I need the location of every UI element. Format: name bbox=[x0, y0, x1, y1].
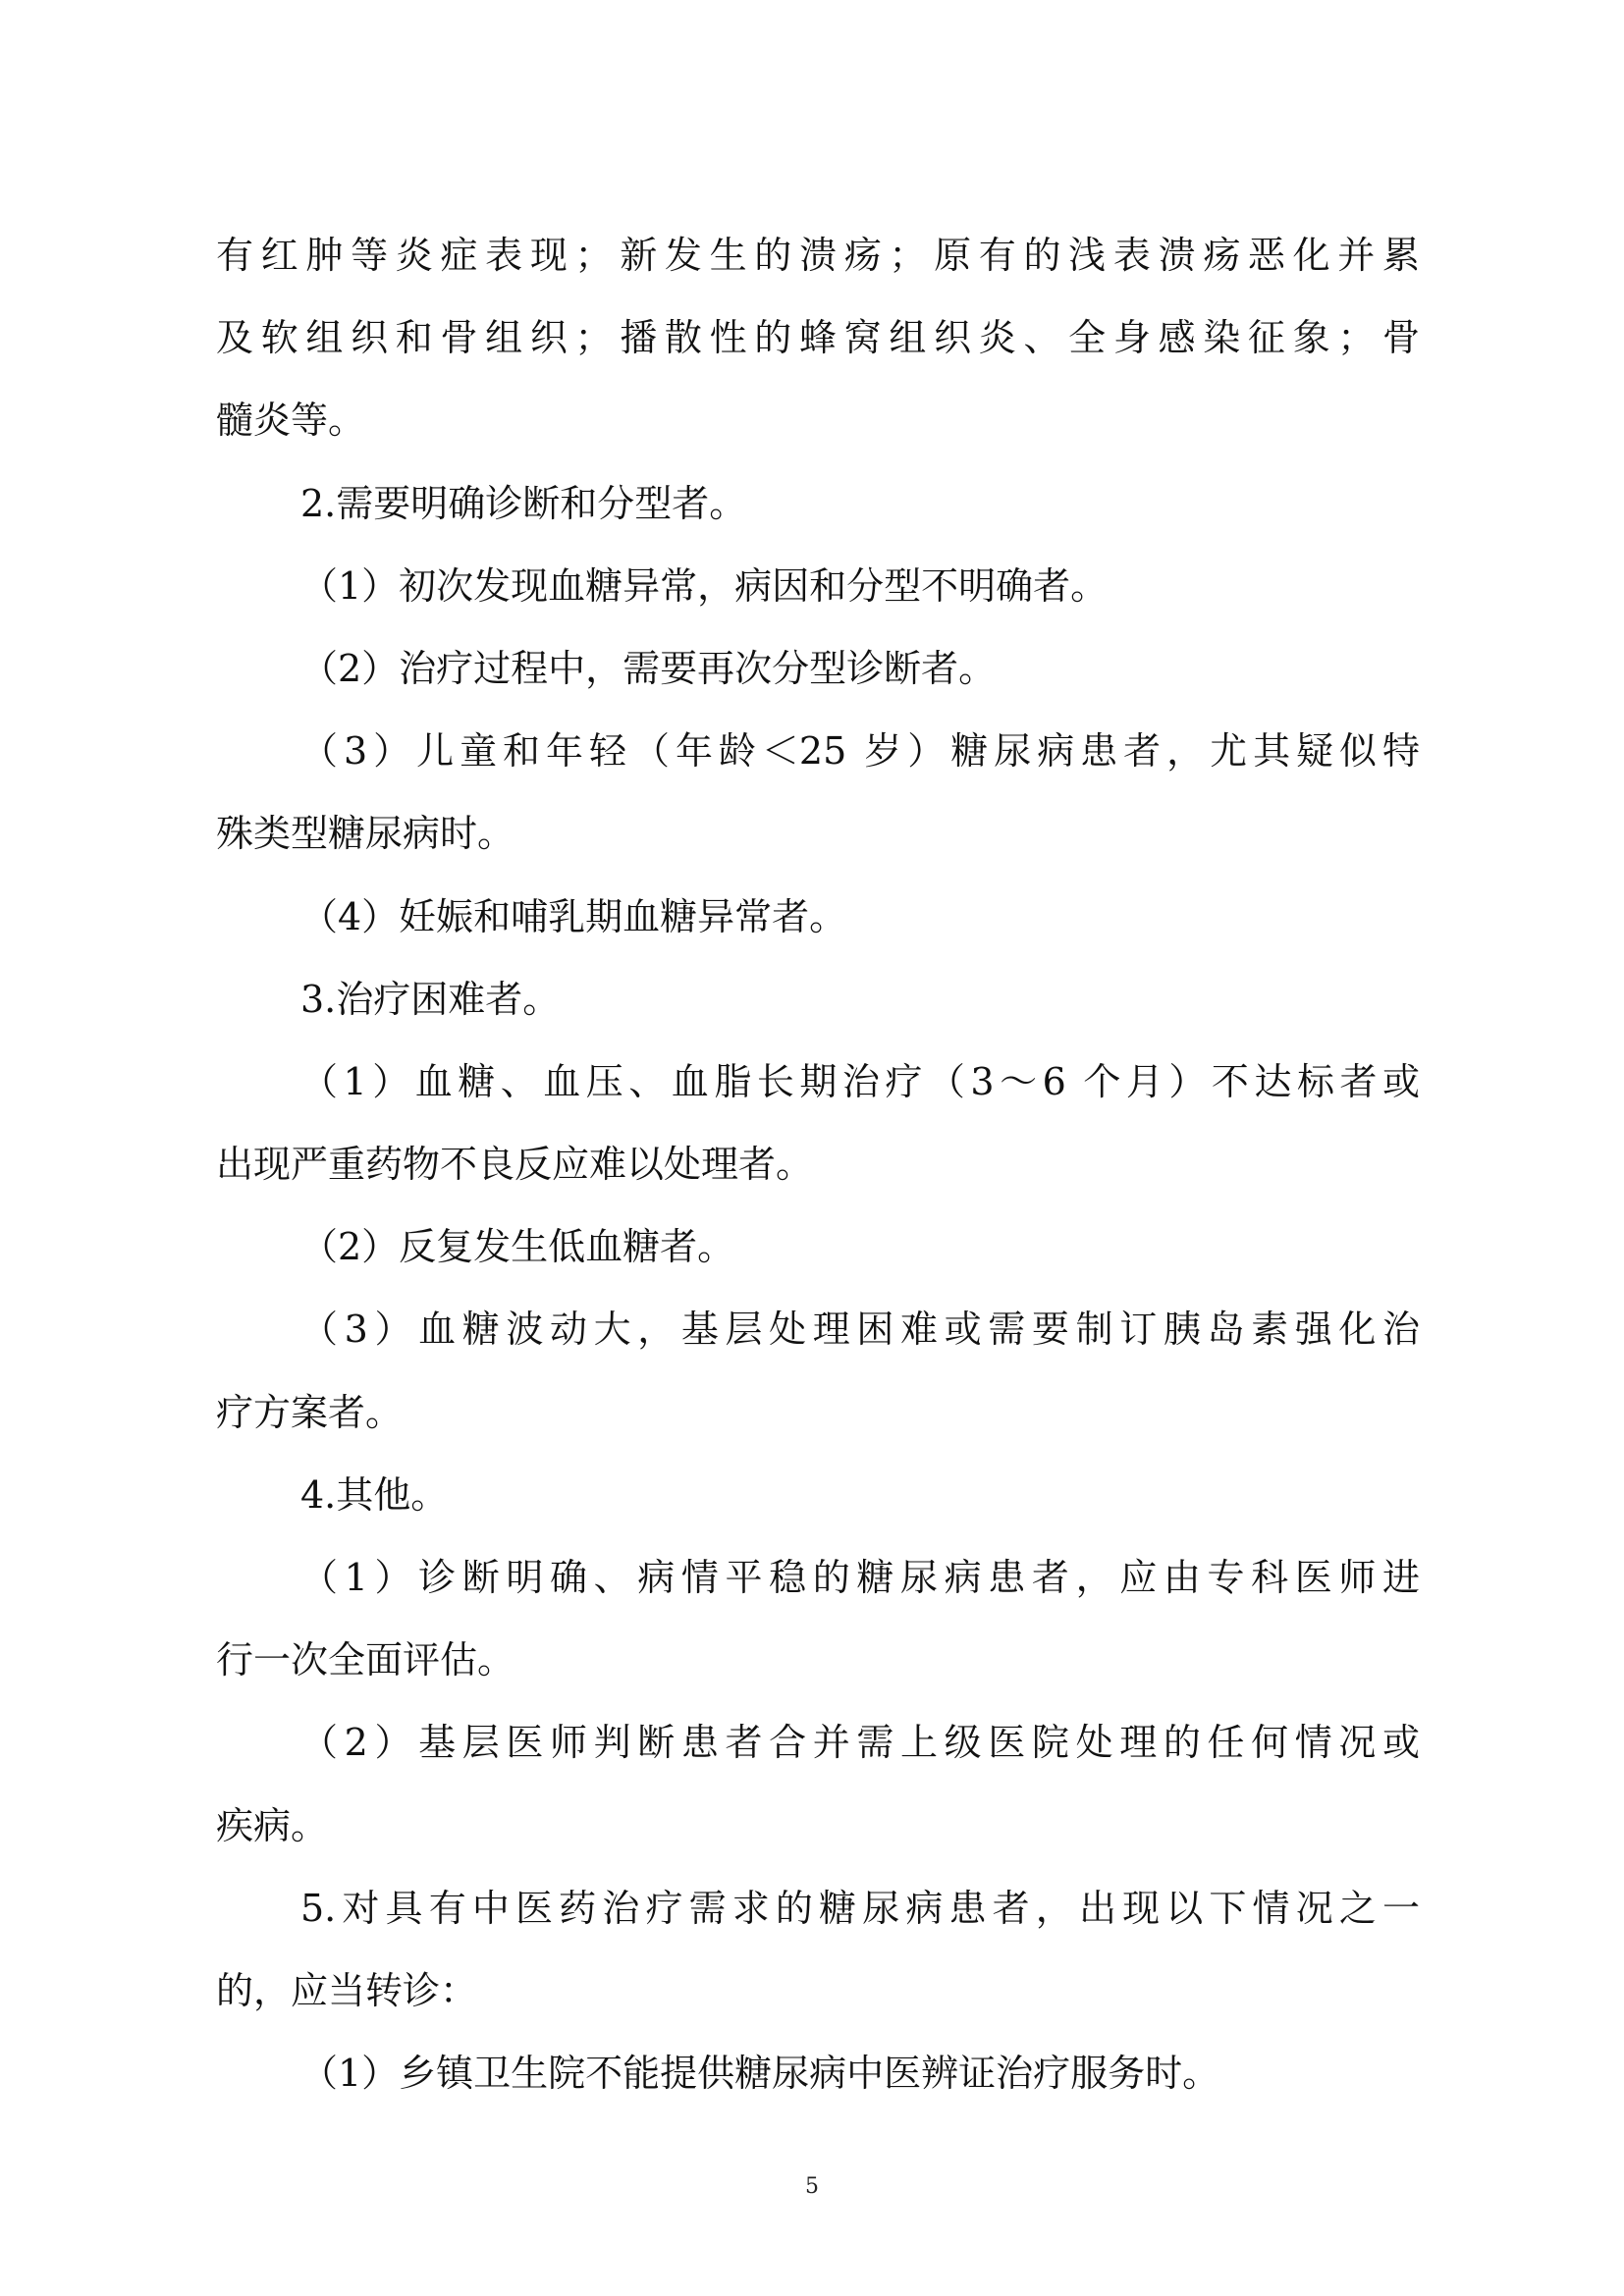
section-heading: 5.对具有中医药治疗需求的糖尿病患者，出现以下情况之一 bbox=[300, 1886, 1420, 1930]
list-item: （1）诊断明确、病情平稳的糖尿病患者，应由专科医师进 bbox=[300, 1556, 1420, 1599]
text-line: 有红肿等炎症表现；新发生的溃疡；原有的浅表溃疡恶化并累 bbox=[216, 234, 1420, 277]
list-item: （1）初次发现血糖异常，病因和分型不明确者。 bbox=[300, 563, 1109, 608]
section-heading: 3.治疗困难者。 bbox=[300, 977, 561, 1021]
section-heading: 2.需要明确诊断和分型者。 bbox=[300, 481, 747, 525]
page-number: 5 bbox=[805, 2174, 819, 2199]
text-line: 行一次全面评估。 bbox=[216, 1638, 515, 1682]
section-heading: 4.其他。 bbox=[300, 1472, 449, 1517]
body-text bbox=[216, 214, 1420, 2114]
list-item: （3）儿童和年轻（年龄＜25 岁）糖尿病患者，尤其疑似特 bbox=[300, 729, 1420, 774]
list-item: （1）血糖、血压、血脂长期治疗（3～6 个月）不达标者或 bbox=[300, 1059, 1420, 1103]
text-line: 髓炎等。 bbox=[216, 399, 366, 443]
text-line: 出现严重药物不良反应难以处理者。 bbox=[216, 1143, 814, 1187]
list-item: （2）反复发生低血糖者。 bbox=[300, 1225, 735, 1269]
text-line: 疗方案者。 bbox=[216, 1390, 404, 1434]
list-item: （1）乡镇卫生院不能提供糖尿病中医辨证治疗服务时。 bbox=[300, 2052, 1220, 2096]
text-line: 殊类型糖尿病时。 bbox=[216, 812, 515, 856]
list-item: （2）治疗过程中，需要再次分型诊断者。 bbox=[300, 646, 997, 690]
text-line: 疾病。 bbox=[216, 1803, 329, 1847]
list-item: （4）妊娠和哺乳期血糖异常者。 bbox=[300, 894, 847, 938]
list-item: （3）血糖波动大，基层处理困难或需要制订胰岛素强化治 bbox=[300, 1308, 1420, 1352]
text-line: 及软组织和骨组织；播散性的蜂窝组织炎、全身感染征象；骨 bbox=[216, 316, 1420, 360]
text-line: 的，应当转诊： bbox=[216, 1968, 478, 2012]
list-item: （2）基层医师判断患者合并需上级医院处理的任何情况或 bbox=[300, 1721, 1420, 1765]
